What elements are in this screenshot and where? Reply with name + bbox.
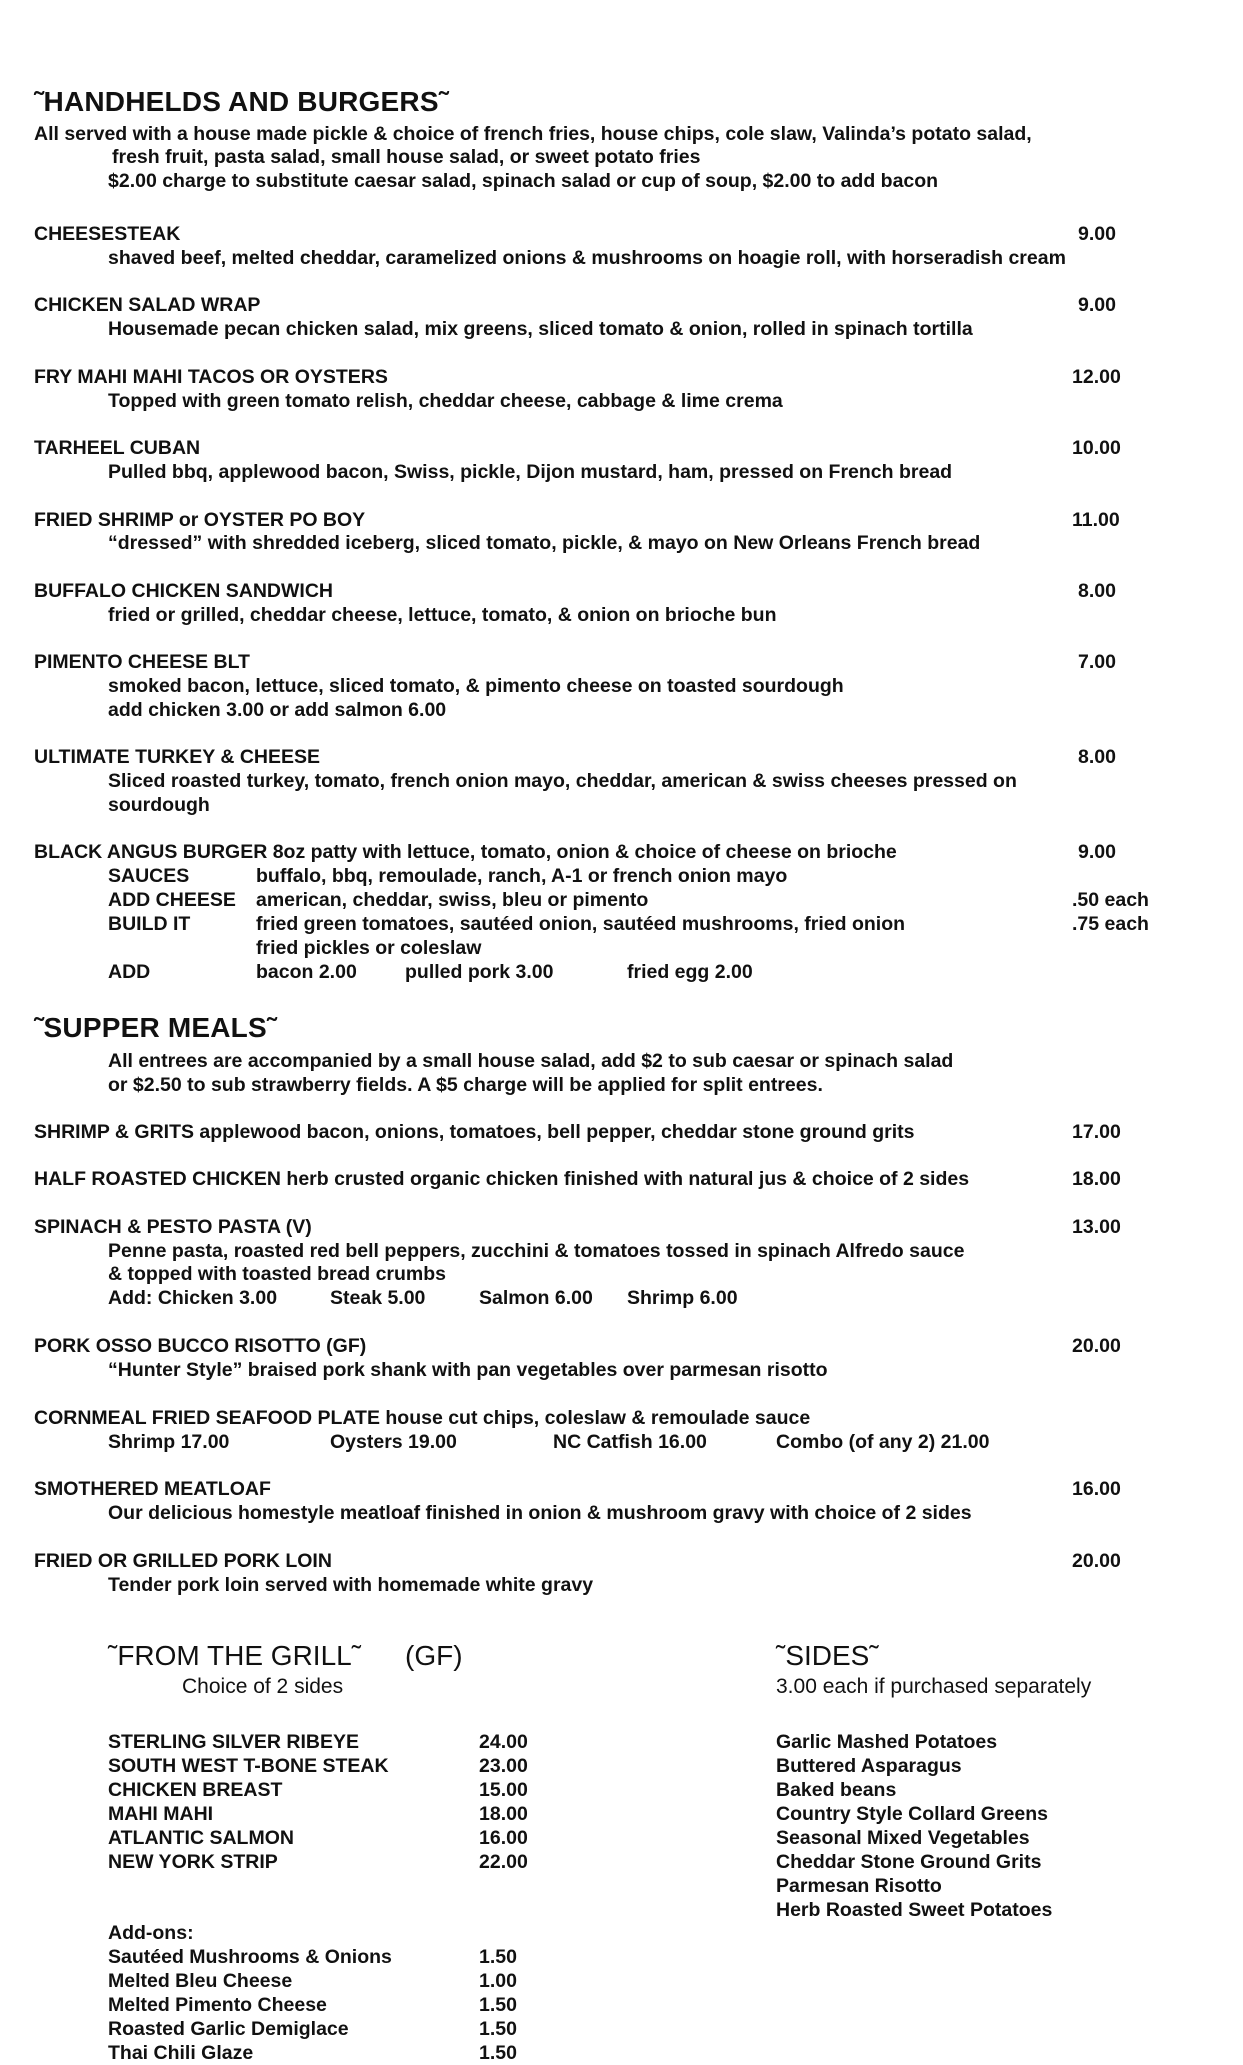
item-name: PORK OSSO BUCCO RISOTTO (GF): [34, 1335, 367, 1357]
side-item: Herb Roasted Sweet Potatoes: [776, 1899, 1053, 1921]
sides-title: ˜SIDES˜: [776, 1640, 879, 1671]
item-price: 10.00: [1072, 437, 1121, 459]
build-it-list-2: fried pickles or coleslaw: [256, 937, 482, 959]
side-item: Parmesan Risotto: [776, 1875, 942, 1897]
item-desc: Tender pork loin served with homemade white gravy: [108, 1574, 594, 1596]
handhelds-intro-2: fresh fruit, pasta salad, small house salad, or sweet potato fries: [112, 146, 701, 168]
build-it-list: fried green tomatoes, sautéed onion, sautéed mushrooms, fried onion: [256, 913, 906, 935]
side-item: Buttered Asparagus: [776, 1755, 962, 1777]
item-name: SMOTHERED MEATLOAF: [34, 1478, 271, 1500]
item-desc: Pulled bbq, applewood bacon, Swiss, pickle, Dijon mustard, ham, pressed on French bread: [108, 461, 953, 483]
item-name: PIMENTO CHEESE BLT: [34, 651, 250, 673]
addon-name: Melted Bleu Cheese: [108, 1970, 293, 1992]
build-it-price: .75 each: [1072, 913, 1149, 935]
item-name: CORNMEAL FRIED SEAFOOD PLATE house cut chips, coleslaw & remoulade sauce: [34, 1407, 811, 1429]
addon-name: Roasted Garlic Demiglace: [108, 2018, 349, 2040]
item-desc: “dressed” with shredded iceberg, sliced tomato, pickle, & mayo on New Orleans French bread: [108, 532, 981, 554]
grill-item-price: 23.00: [479, 1755, 528, 1777]
item-price: 16.00: [1072, 1478, 1121, 1500]
sauces-list: buffalo, bbq, remoulade, ranch, A-1 or french onion mayo: [256, 865, 788, 887]
side-item: Garlic Mashed Potatoes: [776, 1731, 998, 1753]
item-name: ULTIMATE TURKEY & CHEESE: [34, 746, 321, 768]
grill-tag: (GF): [405, 1640, 463, 1671]
addon-price: 1.50: [479, 2018, 517, 2040]
item-price: 13.00: [1072, 1216, 1121, 1238]
item-price: 20.00: [1072, 1335, 1121, 1357]
side-item: Cheddar Stone Ground Grits: [776, 1851, 1042, 1873]
item-desc: Sliced roasted turkey, tomato, french onion mayo, cheddar, american & swiss cheeses pressed on: [108, 770, 1017, 792]
item-name: FRIED OR GRILLED PORK LOIN: [34, 1550, 332, 1572]
item-price: 9.00: [1078, 294, 1116, 316]
item-desc: smoked bacon, lettuce, sliced tomato, & pimento cheese on toasted sourdough: [108, 675, 844, 697]
addon-price: 1.00: [479, 1970, 517, 1992]
item-name: SHRIMP & GRITS applewood bacon, onions, tomatoes, bell pepper, cheddar stone ground grits: [34, 1121, 915, 1143]
item-name: CHICKEN SALAD WRAP: [34, 294, 261, 316]
item-desc: Penne pasta, roasted red bell peppers, zucchini & tomatoes tossed in spinach Alfredo sauce: [108, 1240, 965, 1262]
grill-item-name: SOUTH WEST T-BONE STEAK: [108, 1755, 389, 1777]
side-item: Baked beans: [776, 1779, 897, 1801]
item-price: 9.00: [1078, 841, 1116, 863]
sauces-label: SAUCES: [108, 865, 190, 887]
item-name: CHEESESTEAK: [34, 223, 181, 245]
item-name: TARHEEL CUBAN: [34, 437, 201, 459]
add-cheese-list: american, cheddar, swiss, bleu or pimento: [256, 889, 649, 911]
grill-item-name: NEW YORK STRIP: [108, 1851, 278, 1873]
grill-item-name: CHICKEN BREAST: [108, 1779, 283, 1801]
grill-title: ˜FROM THE GRILL˜: [108, 1640, 362, 1671]
item-name: HALF ROASTED CHICKEN herb crusted organic chicken finished with natural jus & choice of 2 sides: [34, 1168, 970, 1190]
build-it-label: BUILD IT: [108, 913, 191, 935]
item-price: 20.00: [1072, 1550, 1121, 1572]
item-price: 18.00: [1072, 1168, 1121, 1190]
supper-intro-2: or $2.50 to sub strawberry fields. A $5 charge will be applied for split entrees.: [108, 1074, 823, 1096]
item-name: BUFFALO CHICKEN SANDWICH: [34, 580, 333, 602]
sides-subtitle: 3.00 each if purchased separately: [776, 1675, 1092, 1698]
seafood-combo: Combo (of any 2) 21.00: [776, 1431, 990, 1453]
grill-item-price: 15.00: [479, 1779, 528, 1801]
addon-name: Sautéed Mushrooms & Onions: [108, 1946, 392, 1968]
grill-item-price: 16.00: [479, 1827, 528, 1849]
item-desc-2: add chicken 3.00 or add salmon 6.00: [108, 699, 447, 721]
side-item: Country Style Collard Greens: [776, 1803, 1048, 1825]
grill-subtitle: Choice of 2 sides: [182, 1675, 344, 1698]
seafood-shrimp: Shrimp 17.00: [108, 1431, 230, 1453]
item-desc: fried or grilled, cheddar cheese, lettuce, tomato, & onion on brioche bun: [108, 604, 777, 626]
addon-price: 1.50: [479, 1994, 517, 2016]
item-price: 17.00: [1072, 1121, 1121, 1143]
handhelds-intro-1: All served with a house made pickle & choice of french fries, house chips, cole slaw, Valinda’s potato salad,: [34, 123, 1032, 145]
handhelds-title: ˜HANDHELDS AND BURGERS˜: [34, 86, 449, 117]
item-name: FRY MAHI MAHI TACOS OR OYSTERS: [34, 366, 388, 388]
item-desc: shaved beef, melted cheddar, caramelized onions & mushrooms on hoagie roll, with horseradish cream: [108, 247, 1066, 269]
item-price: 12.00: [1072, 366, 1121, 388]
item-name: FRIED SHRIMP or OYSTER PO BOY: [34, 509, 366, 531]
item-price: 7.00: [1078, 651, 1116, 673]
grill-item-name: MAHI MAHI: [108, 1803, 214, 1825]
addon-price: 1.50: [479, 1946, 517, 1968]
side-item: Seasonal Mixed Vegetables: [776, 1827, 1030, 1849]
add-bacon: bacon 2.00: [256, 961, 357, 983]
grill-item-price: 24.00: [479, 1731, 528, 1753]
supper-intro-1: All entrees are accompanied by a small house salad, add $2 to sub caesar or spinach salad: [108, 1050, 954, 1072]
item-name: BLACK ANGUS BURGER 8oz patty with lettuce, tomato, onion & choice of cheese on brioche: [34, 841, 897, 863]
item-price: 8.00: [1078, 746, 1116, 768]
addon-name: Thai Chili Glaze: [108, 2042, 254, 2064]
grill-item-name: ATLANTIC SALMON: [108, 1827, 294, 1849]
item-price: 8.00: [1078, 580, 1116, 602]
grill-item-price: 22.00: [479, 1851, 528, 1873]
item-desc: Our delicious homestyle meatloaf finished in onion & mushroom gravy with choice of 2 sides: [108, 1502, 972, 1524]
addon-name: Melted Pimento Cheese: [108, 1994, 327, 2016]
item-desc: Housemade pecan chicken salad, mix greens, sliced tomato & onion, rolled in spinach tortilla: [108, 318, 973, 340]
item-desc: “Hunter Style” braised pork shank with pan vegetables over parmesan risotto: [108, 1359, 828, 1381]
add-pork: pulled pork 3.00: [405, 961, 554, 983]
item-price: 9.00: [1078, 223, 1116, 245]
item-price: 11.00: [1072, 509, 1120, 531]
handhelds-intro-3: $2.00 charge to substitute caesar salad, spinach salad or cup of soup, $2.00 to add bacon: [108, 170, 939, 192]
addons-label: Add-ons:: [108, 1922, 194, 1944]
seafood-oysters: Oysters 19.00: [330, 1431, 457, 1453]
add-shrimp: Shrimp 6.00: [627, 1287, 738, 1309]
supper-title: ˜SUPPER MEALS˜: [34, 1012, 277, 1043]
add-cheese-label: ADD CHEESE: [108, 889, 236, 911]
add-chicken: Add: Chicken 3.00: [108, 1287, 278, 1309]
grill-item-name: STERLING SILVER RIBEYE: [108, 1731, 360, 1753]
item-desc: Topped with green tomato relish, cheddar cheese, cabbage & lime crema: [108, 390, 783, 412]
addon-price: 1.50: [479, 2042, 517, 2064]
item-name: SPINACH & PESTO PASTA (V): [34, 1216, 312, 1238]
add-cheese-price: .50 each: [1072, 889, 1149, 911]
add-steak: Steak 5.00: [330, 1287, 426, 1309]
grill-item-price: 18.00: [479, 1803, 528, 1825]
add-label: ADD: [108, 961, 151, 983]
item-desc-2: & topped with toasted bread crumbs: [108, 1263, 447, 1285]
item-desc-2: sourdough: [108, 794, 210, 816]
add-egg: fried egg 2.00: [627, 961, 753, 983]
seafood-catfish: NC Catfish 16.00: [553, 1431, 707, 1453]
add-salmon: Salmon 6.00: [479, 1287, 593, 1309]
